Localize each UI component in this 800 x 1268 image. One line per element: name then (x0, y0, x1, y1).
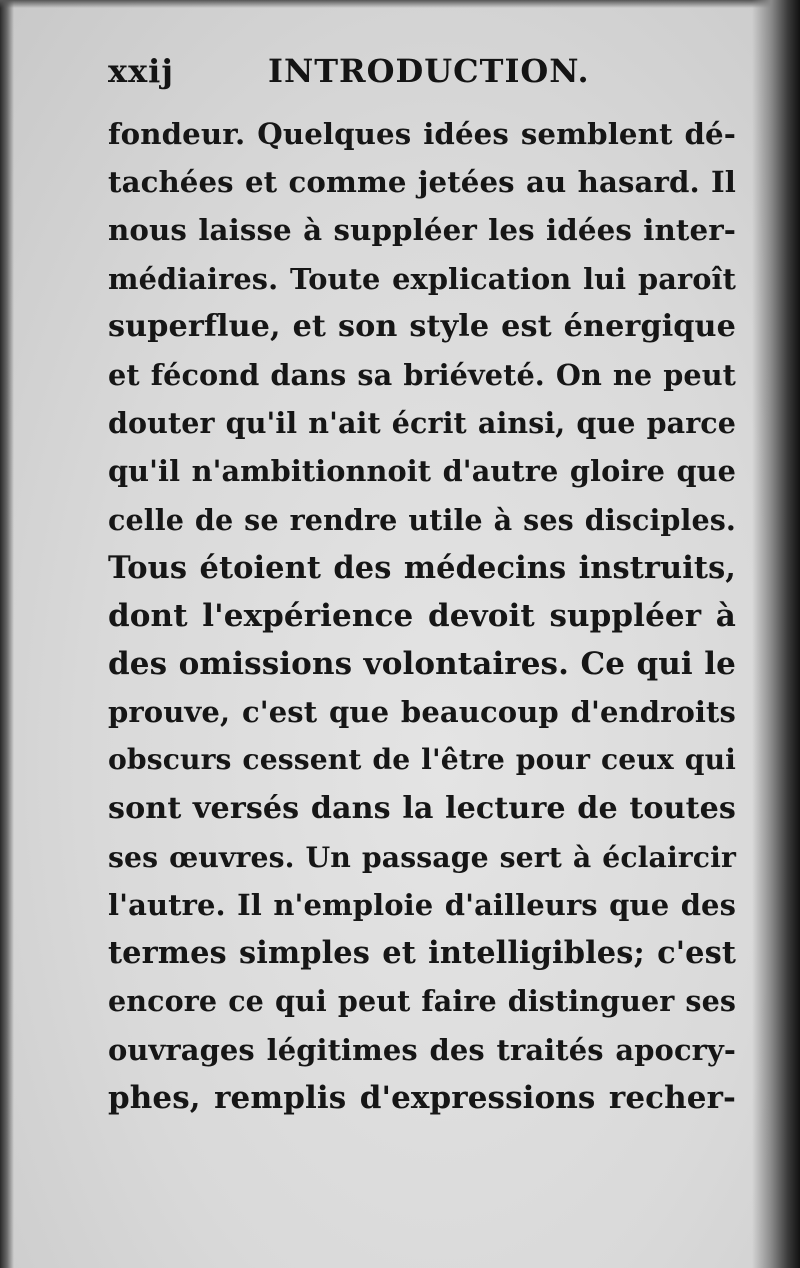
text-line: superflue, et son style est énergique (108, 308, 736, 344)
text-line: douter qu'il n'ait écrit ainsi, que parce (108, 406, 736, 441)
text-line: sont versés dans la lecture de toutes (108, 790, 736, 826)
running-head: INTRODUCTION. (268, 52, 590, 90)
text-line: fondeur. Quelques idées semblent dé- (108, 117, 736, 151)
text-line: dont l'expérience devoit suppléer à (108, 597, 736, 634)
text-line: encore ce qui peut faire distinguer ses (108, 984, 736, 1019)
text-line: celle de se rendre utile à ses disciples. (108, 502, 736, 537)
text-line: obscurs cessent de l'être pour ceux qui (108, 743, 736, 777)
text-line: prouve, c'est que beaucoup d'endroits (108, 695, 736, 730)
text-line: des omissions volontaires. Ce qui le (108, 646, 736, 683)
text-line: qu'il n'ambitionnoit d'autre gloire que (108, 454, 736, 489)
text-line: ouvrages légitimes des traités apocry- (108, 1032, 736, 1067)
text-line: tachées et comme jetées au hasard. Il (108, 165, 736, 200)
body-text (108, 110, 736, 1122)
text-line: phes, remplis d'expressions recher- (108, 1079, 736, 1116)
text-line: Tous étoient des médecins instruits, (108, 549, 736, 586)
text-line: nous laisse à suppléer les idées inter- (108, 212, 736, 248)
page-edge-shadow (752, 0, 800, 1268)
text-line: et fécond dans sa briéveté. On ne peut (108, 357, 736, 392)
text-line: ses œuvres. Un passage sert à éclaircir (108, 839, 736, 874)
text-line: termes simples et intelligibles; c'est (108, 935, 736, 972)
binding-shadow (0, 0, 14, 1268)
page-number: xxij (108, 52, 174, 90)
text-line: médiaires. Toute explication lui paroît (108, 261, 736, 296)
page-header (108, 52, 668, 102)
text-line: l'autre. Il n'emploie d'ailleurs que des (108, 888, 736, 922)
top-edge-shadow (0, 0, 800, 8)
